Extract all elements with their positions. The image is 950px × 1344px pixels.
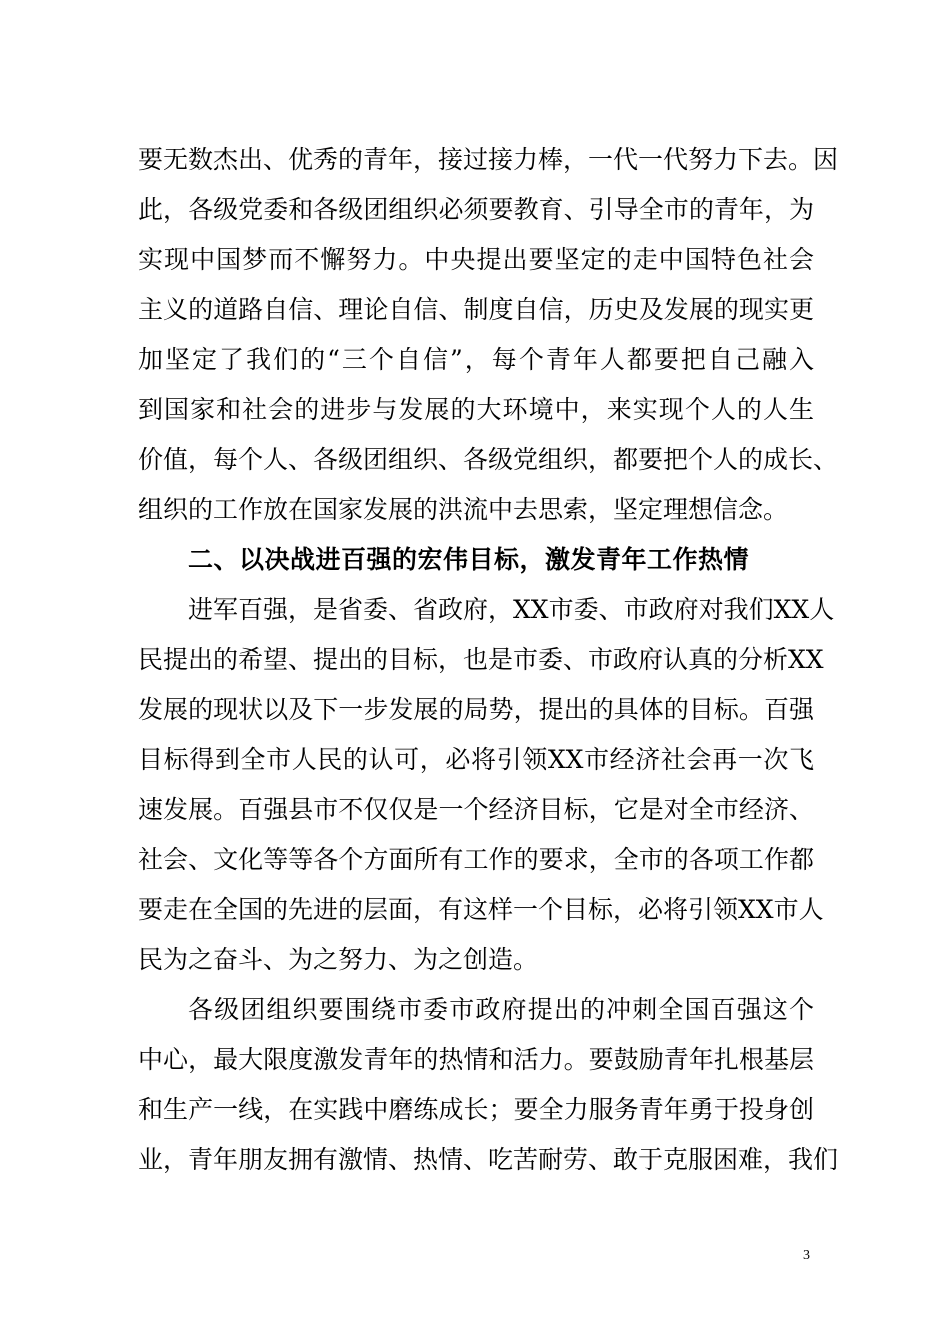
body-text-line: 发展的现状以及下一步发展的局势，提出的具体的目标。百强 — [138, 695, 814, 724]
body-text-line: 业，青年朋友拥有激情、热情、吃苦耐劳、敢于克服困难，我们 — [138, 1145, 839, 1174]
body-text-line: 进军百强，是省委、省政府，XX市委、市政府对我们XX人 — [188, 595, 835, 624]
body-text-line: 加坚定了我们的“三个自信”，每个青年人都要把自己融入 — [138, 345, 814, 374]
body-text-line: 民提出的希望、提出的目标，也是市委、市政府认真的分析XX — [138, 645, 824, 674]
body-text-line: 价值，每个人、各级团组织、各级党组织，都要把个人的成长、 — [138, 445, 839, 474]
body-text-line: 此，各级党委和各级团组织必须要教育、引导全市的青年，为 — [138, 195, 814, 224]
page-number: 3 — [803, 1248, 810, 1263]
body-text-line: 要走在全国的先进的层面，有这样一个目标，必将引领XX市人 — [138, 895, 824, 924]
body-text-line: 社会、文化等等各个方面所有工作的要求，全市的各项工作都 — [138, 845, 814, 874]
body-text-line: 主义的道路自信、理论自信、制度自信，历史及发展的现实更 — [138, 295, 814, 324]
body-text-line: 中心，最大限度激发青年的热情和活力。要鼓励青年扎根基层 — [138, 1045, 814, 1074]
body-text-line: 速发展。百强县市不仅仅是一个经济目标，它是对全市经济、 — [138, 795, 814, 824]
body-text-line: 要无数杰出、优秀的青年，接过接力棒，一代一代努力下去。因 — [138, 145, 839, 174]
body-text-line: 目标得到全市人民的认可，必将引领XX市经济社会再一次飞 — [138, 745, 814, 774]
body-text-line: 民为之奋斗、为之努力、为之创造。 — [138, 945, 539, 974]
section-heading: 二、以决战进百强的宏伟目标，激发青年工作热情 — [188, 545, 750, 574]
body-text-line: 和生产一线，在实践中磨练成长；要全力服务青年勇于投身创 — [138, 1095, 814, 1124]
body-text-line: 到国家和社会的进步与发展的大环境中，来实现个人的人生 — [138, 395, 814, 424]
body-text-line: 组织的工作放在国家发展的洪流中去思索，坚定理想信念。 — [138, 495, 789, 524]
body-text-line: 实现中国梦而不懈努力。中央提出要坚定的走中国特色社会 — [138, 245, 814, 274]
body-text-line: 各级团组织要围绕市委市政府提出的冲刺全国百强这个 — [188, 995, 814, 1024]
